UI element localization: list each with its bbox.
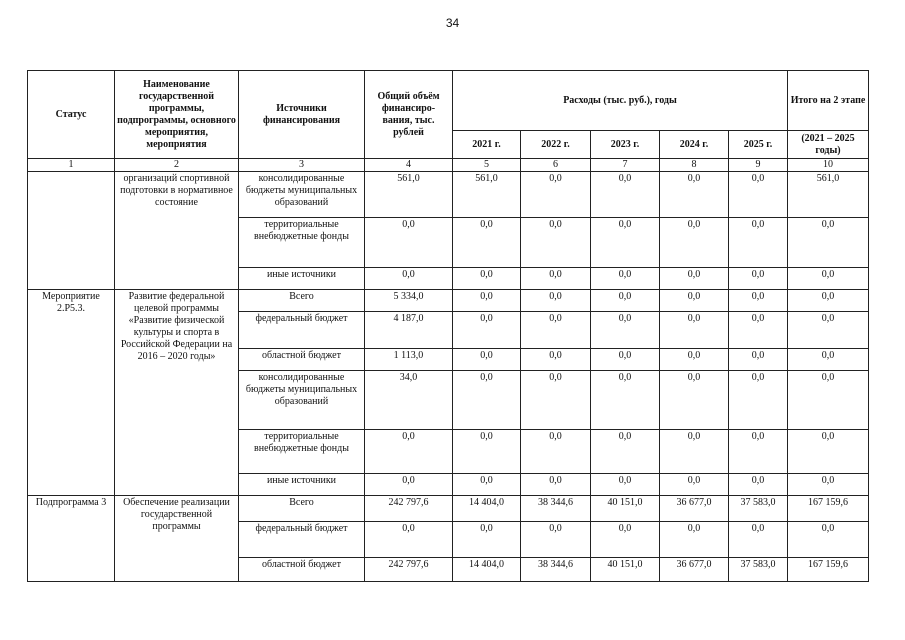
year-amount-cell: 0,0 bbox=[591, 290, 660, 312]
total-amount-cell: 0,0 bbox=[365, 474, 453, 496]
funding-source-cell: Всего bbox=[239, 496, 365, 522]
stage-total-cell: 0,0 bbox=[788, 522, 869, 558]
program-name-cell: Обеспечение реализации государственной программы bbox=[115, 496, 239, 582]
year-amount-cell: 0,0 bbox=[729, 349, 788, 371]
header-name: Наименование государственной программы, подпрограммы, основного мероприятия, мероприятия bbox=[115, 71, 239, 159]
header-year: 2024 г. bbox=[660, 131, 729, 159]
year-amount-cell: 0,0 bbox=[660, 474, 729, 496]
total-amount-cell: 561,0 bbox=[365, 172, 453, 218]
funding-source-cell: консолидированные бюджеты муниципальных образований bbox=[239, 371, 365, 430]
year-amount-cell: 38 344,6 bbox=[521, 558, 591, 582]
year-amount-cell: 0,0 bbox=[729, 371, 788, 430]
year-amount-cell: 0,0 bbox=[591, 522, 660, 558]
year-amount-cell: 14 404,0 bbox=[453, 558, 521, 582]
total-amount-cell: 0,0 bbox=[365, 522, 453, 558]
column-index: 7 bbox=[591, 159, 660, 172]
status-cell bbox=[28, 172, 115, 290]
year-amount-cell: 0,0 bbox=[453, 430, 521, 474]
status-cell: Подпрограмма 3 bbox=[28, 496, 115, 582]
year-amount-cell: 0,0 bbox=[521, 522, 591, 558]
total-amount-cell: 0,0 bbox=[365, 430, 453, 474]
year-amount-cell: 0,0 bbox=[729, 522, 788, 558]
total-amount-cell: 4 187,0 bbox=[365, 312, 453, 349]
total-amount-cell: 1 113,0 bbox=[365, 349, 453, 371]
column-index: 3 bbox=[239, 159, 365, 172]
column-index: 10 bbox=[788, 159, 869, 172]
funding-source-cell: Всего bbox=[239, 290, 365, 312]
year-amount-cell: 14 404,0 bbox=[453, 496, 521, 522]
year-amount-cell: 0,0 bbox=[729, 474, 788, 496]
year-amount-cell: 0,0 bbox=[521, 218, 591, 268]
table-row bbox=[28, 290, 869, 312]
program-name-cell: организаций спортивной подготовки в нормативное состояние bbox=[115, 172, 239, 290]
header-year: 2022 г. bbox=[521, 131, 591, 159]
stage-total-cell: 0,0 bbox=[788, 371, 869, 430]
year-amount-cell: 0,0 bbox=[729, 218, 788, 268]
total-amount-cell: 5 334,0 bbox=[365, 290, 453, 312]
year-amount-cell: 0,0 bbox=[660, 522, 729, 558]
year-amount-cell: 36 677,0 bbox=[660, 496, 729, 522]
year-amount-cell: 0,0 bbox=[729, 268, 788, 290]
year-amount-cell: 0,0 bbox=[453, 312, 521, 349]
total-amount-cell: 0,0 bbox=[365, 268, 453, 290]
total-amount-cell: 34,0 bbox=[365, 371, 453, 430]
budget-table bbox=[27, 70, 869, 582]
program-name-cell: Развитие федеральной целевой программы «Развитие физической культуры и спорта в Российской Федерации на 2016 – 2020 годы» bbox=[115, 290, 239, 496]
year-amount-cell: 0,0 bbox=[521, 474, 591, 496]
year-amount-cell: 0,0 bbox=[591, 430, 660, 474]
year-amount-cell: 0,0 bbox=[453, 474, 521, 496]
year-amount-cell: 0,0 bbox=[591, 268, 660, 290]
year-amount-cell: 37 583,0 bbox=[729, 558, 788, 582]
year-amount-cell: 0,0 bbox=[521, 268, 591, 290]
funding-source-cell: территориальные внебюджетные фонды bbox=[239, 218, 365, 268]
year-amount-cell: 0,0 bbox=[591, 218, 660, 268]
stage-total-cell: 167 159,6 bbox=[788, 558, 869, 582]
table-body bbox=[28, 159, 869, 582]
stage-total-cell: 0,0 bbox=[788, 474, 869, 496]
stage-total-cell: 167 159,6 bbox=[788, 496, 869, 522]
stage-total-cell: 0,0 bbox=[788, 312, 869, 349]
year-amount-cell: 0,0 bbox=[521, 349, 591, 371]
year-amount-cell: 0,0 bbox=[729, 312, 788, 349]
year-amount-cell: 0,0 bbox=[521, 430, 591, 474]
table-row bbox=[28, 172, 869, 218]
year-amount-cell: 0,0 bbox=[660, 312, 729, 349]
stage-total-cell: 561,0 bbox=[788, 172, 869, 218]
funding-source-cell: территориальные внебюджетные фонды bbox=[239, 430, 365, 474]
column-index: 2 bbox=[115, 159, 239, 172]
year-amount-cell: 0,0 bbox=[521, 371, 591, 430]
year-amount-cell: 37 583,0 bbox=[729, 496, 788, 522]
table-header bbox=[28, 71, 869, 159]
stage-total-cell: 0,0 bbox=[788, 218, 869, 268]
total-amount-cell: 242 797,6 bbox=[365, 558, 453, 582]
header-year: 2025 г. bbox=[729, 131, 788, 159]
year-amount-cell: 0,0 bbox=[591, 312, 660, 349]
funding-source-cell: федеральный бюджет bbox=[239, 312, 365, 349]
year-amount-cell: 0,0 bbox=[591, 371, 660, 430]
header-expenses: Расходы (тыс. руб.), годы bbox=[453, 71, 788, 131]
year-amount-cell: 0,0 bbox=[453, 522, 521, 558]
funding-source-cell: консолидированные бюджеты муниципальных образований bbox=[239, 172, 365, 218]
column-index: 4 bbox=[365, 159, 453, 172]
header-year: 2021 г. bbox=[453, 131, 521, 159]
year-amount-cell: 0,0 bbox=[660, 349, 729, 371]
year-amount-cell: 0,0 bbox=[453, 371, 521, 430]
funding-source-cell: федеральный бюджет bbox=[239, 522, 365, 558]
year-amount-cell: 0,0 bbox=[660, 218, 729, 268]
year-amount-cell: 0,0 bbox=[521, 312, 591, 349]
year-amount-cell: 40 151,0 bbox=[591, 496, 660, 522]
header-total: Общий объём финансиро-вания, тыс. рублей bbox=[365, 71, 453, 159]
funding-source-cell: иные источники bbox=[239, 268, 365, 290]
year-amount-cell: 0,0 bbox=[521, 172, 591, 218]
year-amount-cell: 0,0 bbox=[729, 430, 788, 474]
page-number: 34 bbox=[445, 16, 460, 30]
status-cell: Мероприятие 2.Р5.3. bbox=[28, 290, 115, 496]
column-index: 8 bbox=[660, 159, 729, 172]
stage-total-cell: 0,0 bbox=[788, 268, 869, 290]
year-amount-cell: 0,0 bbox=[660, 172, 729, 218]
year-amount-cell: 0,0 bbox=[660, 371, 729, 430]
total-amount-cell: 0,0 bbox=[365, 218, 453, 268]
year-amount-cell: 0,0 bbox=[453, 349, 521, 371]
stage-total-cell: 0,0 bbox=[788, 430, 869, 474]
year-amount-cell: 0,0 bbox=[453, 218, 521, 268]
year-amount-cell: 0,0 bbox=[660, 430, 729, 474]
header-year: 2023 г. bbox=[591, 131, 660, 159]
column-index: 5 bbox=[453, 159, 521, 172]
year-amount-cell: 36 677,0 bbox=[660, 558, 729, 582]
year-amount-cell: 0,0 bbox=[521, 290, 591, 312]
header-sources: Источники финансирования bbox=[239, 71, 365, 159]
year-amount-cell: 0,0 bbox=[660, 268, 729, 290]
year-amount-cell: 38 344,6 bbox=[521, 496, 591, 522]
year-amount-cell: 0,0 bbox=[729, 172, 788, 218]
stage-total-cell: 0,0 bbox=[788, 290, 869, 312]
header-stage-period: (2021 – 2025 годы) bbox=[788, 131, 869, 159]
year-amount-cell: 0,0 bbox=[591, 349, 660, 371]
column-index: 1 bbox=[28, 159, 115, 172]
year-amount-cell: 0,0 bbox=[591, 172, 660, 218]
column-index: 9 bbox=[729, 159, 788, 172]
funding-source-cell: областной бюджет bbox=[239, 558, 365, 582]
column-index-row bbox=[28, 159, 869, 172]
year-amount-cell: 0,0 bbox=[729, 290, 788, 312]
year-amount-cell: 0,0 bbox=[591, 474, 660, 496]
total-amount-cell: 242 797,6 bbox=[365, 496, 453, 522]
column-index: 6 bbox=[521, 159, 591, 172]
header-status: Статус bbox=[28, 71, 115, 159]
year-amount-cell: 0,0 bbox=[453, 290, 521, 312]
year-amount-cell: 0,0 bbox=[453, 268, 521, 290]
funding-source-cell: иные источники bbox=[239, 474, 365, 496]
funding-source-cell: областной бюджет bbox=[239, 349, 365, 371]
header-stage-total: Итого на 2 этапе bbox=[788, 71, 869, 131]
stage-total-cell: 0,0 bbox=[788, 349, 869, 371]
year-amount-cell: 561,0 bbox=[453, 172, 521, 218]
year-amount-cell: 0,0 bbox=[660, 290, 729, 312]
table-row bbox=[28, 496, 869, 522]
year-amount-cell: 40 151,0 bbox=[591, 558, 660, 582]
